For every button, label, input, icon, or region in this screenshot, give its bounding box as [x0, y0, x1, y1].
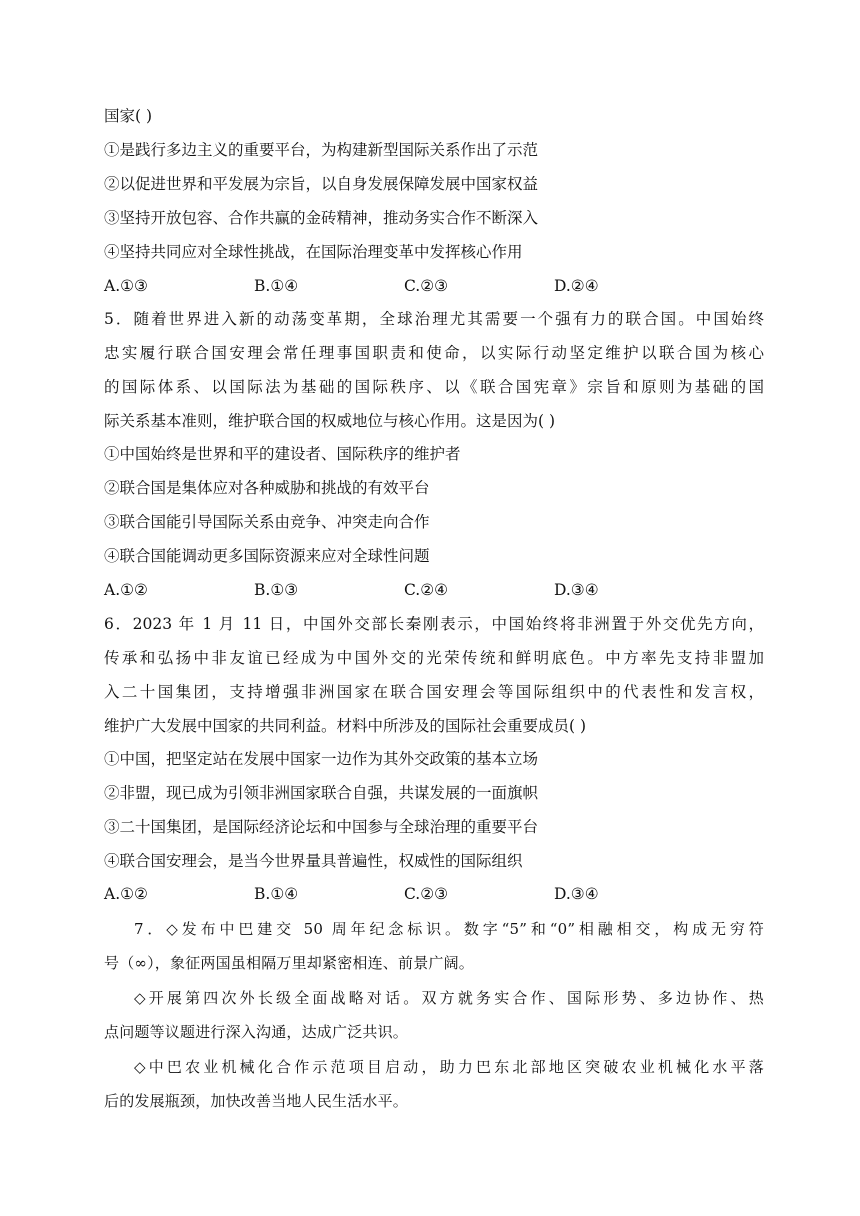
q7-material-line-1: 7．◇发布中巴建交 50 周年纪念标识。数字“5”和“0”相融相交，构成无穷符 [134, 920, 764, 938]
q4-choice-c[interactable]: C.②③ [404, 277, 449, 295]
q5-stem-line-1: 5．随着世界进入新的动荡变革期，全球治理尤其需要一个强有力的联合国。中国始终 [104, 310, 764, 328]
q6-answer-choices [104, 884, 764, 904]
q5-stem-line-4: 际关系基本准则，维护联合国的权威地位与核心作用。这是因为( ) [104, 412, 556, 430]
q6-option-2: ②非盟，现已成为引领非洲国家联合自强，共谋发展的一面旗帜 [104, 784, 539, 802]
q5-stem-line-3: 的国际体系、以国际法为基础的国际秩序、以《联合国宪章》宗旨和原则为基础的国 [104, 378, 764, 396]
q5-option-1: ①中国始终是世界和平的建设者、国际秩序的维护者 [104, 445, 461, 463]
q6-option-4: ④联合国安理会，是当今世界量具普遍性，权威性的国际组织 [104, 852, 523, 870]
q4-option-1: ①是践行多边主义的重要平台，为构建新型国际关系作出了示范 [104, 141, 539, 159]
q4-answer-choices [104, 276, 764, 296]
q4-option-4: ④坚持共同应对全球性挑战，在国际治理变革中发挥核心作用 [104, 243, 523, 261]
q6-choice-d[interactable]: D.③④ [554, 885, 599, 903]
q4-stem-tail: 国家( ) [104, 107, 153, 125]
q6-stem-line-4: 维护广大发展中国家的共同利益。材料中所涉及的国际社会重要成员( ) [104, 717, 587, 735]
q7-material-line-4: 点问题等议题进行深入沟通，达成广泛共识。 [104, 1023, 409, 1041]
q5-choice-d[interactable]: D.③④ [554, 581, 599, 599]
q4-choice-a[interactable]: A.①③ [104, 277, 148, 295]
q5-option-4: ④联合国能调动更多国际资源来应对全球性问题 [104, 547, 430, 565]
q6-choice-a[interactable]: A.①② [104, 885, 148, 903]
q4-choice-d[interactable]: D.②④ [554, 277, 599, 295]
q7-material-line-3: ◇开展第四次外长级全面战略对话。双方就务实合作、国际形势、多边协作、热 [134, 989, 764, 1007]
q4-option-2: ②以促进世界和平发展为宗旨，以自身发展保障发展中国家权益 [104, 175, 539, 193]
q5-choice-a[interactable]: A.①② [104, 581, 148, 599]
q5-option-3: ③联合国能引导国际关系由竞争、冲突走向合作 [104, 513, 430, 531]
q7-material-line-5: ◇中巴农业机械化合作示范项目启动，助力巴东北部地区突破农业机械化水平落 [134, 1058, 764, 1076]
q4-choice-b[interactable]: B.①④ [254, 277, 299, 295]
q5-answer-choices [104, 580, 764, 600]
q6-choice-c[interactable]: C.②③ [404, 885, 449, 903]
q6-option-1: ①中国，把坚定站在发展中国家一边作为其外交政策的基本立场 [104, 750, 539, 768]
q5-choice-c[interactable]: C.②④ [404, 581, 449, 599]
q6-option-3: ③二十国集团，是国际经济论坛和中国参与全球治理的重要平台 [104, 818, 539, 836]
q6-stem-line-1: 6．2023 年 1 月 11 日，中国外交部长秦刚表示，中国始终将非洲置于外交优先方向， [104, 615, 764, 633]
q7-material-line-6: 后的发展瓶颈，加快改善当地人民生活水平。 [104, 1092, 409, 1110]
q6-stem-line-2: 传承和弘扬中非友谊已经成为中国外交的光荣传统和鲜明底色。中方率先支持非盟加 [104, 649, 764, 667]
q5-option-2: ②联合国是集体应对各种威胁和挑战的有效平台 [104, 479, 430, 497]
q7-material-line-2: 号（∞），象征两国虽相隔万里却紧密相连、前景广阔。 [104, 954, 474, 972]
q5-stem-line-2: 忠实履行联合国安理会常任理事国职责和使命，以实际行动坚定维护以联合国为核心 [104, 344, 764, 362]
q5-choice-b[interactable]: B.①③ [254, 581, 299, 599]
q4-option-3: ③坚持开放包容、合作共赢的金砖精神，推动务实合作不断深入 [104, 209, 539, 227]
q6-choice-b[interactable]: B.①④ [254, 885, 299, 903]
q6-stem-line-3: 入二十国集团，支持增强非洲国家在联合国安理会等国际组织中的代表性和发言权， [104, 683, 764, 701]
